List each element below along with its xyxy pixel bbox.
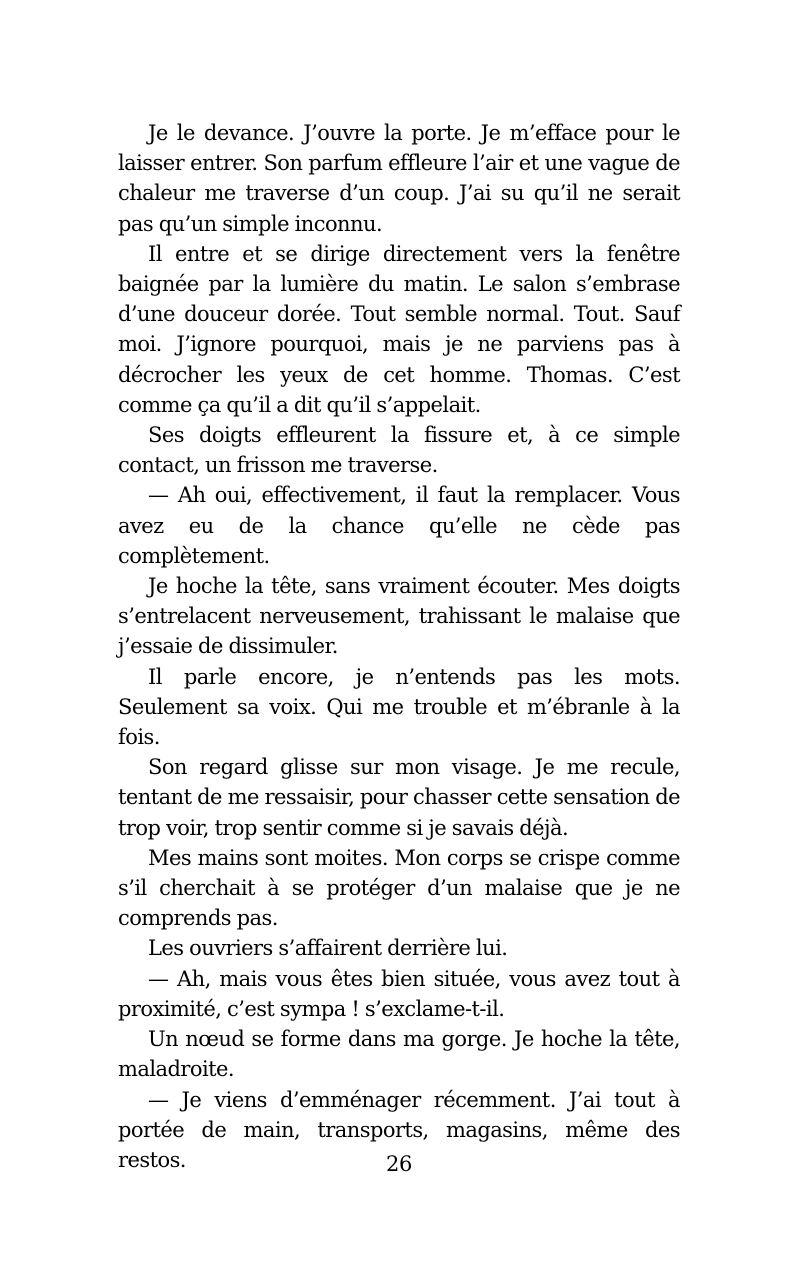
paragraph: Son regard glisse sur mon visage. Je me recule, tentant de me ressaisir, pour chasser cette sensation de trop voir, trop sentir comme si je savais déjà.: [118, 755, 680, 840]
paragraph: Je le devance. J’ouvre la porte. Je m’efface pour le laisser entrer. Son parfum effleure l’air et une vague de chaleur me traverse d’un coup. J’ai su qu’il ne serait pas qu’un simple inconnu.: [118, 121, 680, 236]
dialogue-paragraph: — Je viens d’emménager récemment. J’ai tout à portée de main, transports, magasins, même des restos.: [118, 1087, 680, 1172]
paragraph: Il entre et se dirige directement vers la fenêtre baignée par la lumière du matin. Le salon s’embrase d’une douceur dorée. Tout semble normal. Tout. Sauf moi. J’ignore pourquoi, mais je ne parviens pas à décrocher les yeux de cet homme. Thomas. C’est comme ça qu’il a dit qu’il s’appelait.: [118, 241, 680, 417]
dialogue-paragraph: — Ah oui, effectivement, il faut la remplacer. Vous avez eu de la chance qu’elle ne cède pas complètement.: [118, 483, 680, 568]
body-text: [118, 118, 680, 1175]
page-number: 26: [385, 1152, 413, 1176]
paragraph: Les ouvriers s’affairent derrière lui.: [148, 936, 508, 961]
paragraph: Ses doigts effleurent la fissure et, à ce simple contact, un frisson me traverse.: [118, 423, 680, 478]
paragraph: Je hoche la tête, sans vraiment écouter. Mes doigts s’entrelacent nerveusement, trahissant le malaise que j’essaie de dissimuler.: [118, 574, 680, 659]
paragraph: Mes mains sont moites. Mon corps se crispe comme s’il cherchait à se protéger d’un malaise que je ne comprends pas.: [118, 845, 680, 931]
paragraph: Un nœud se forme dans ma gorge. Je hoche la tête, maladroite.: [118, 1027, 680, 1082]
paragraph: Il parle encore, je n’entends pas les mots. Seulement sa voix. Qui me trouble et m’ébranle à la fois.: [118, 664, 680, 750]
dialogue-paragraph: — Ah, mais vous êtes bien située, vous avez tout à proximité, c’est sympa ! s’exclame-t-il.: [118, 966, 680, 1021]
